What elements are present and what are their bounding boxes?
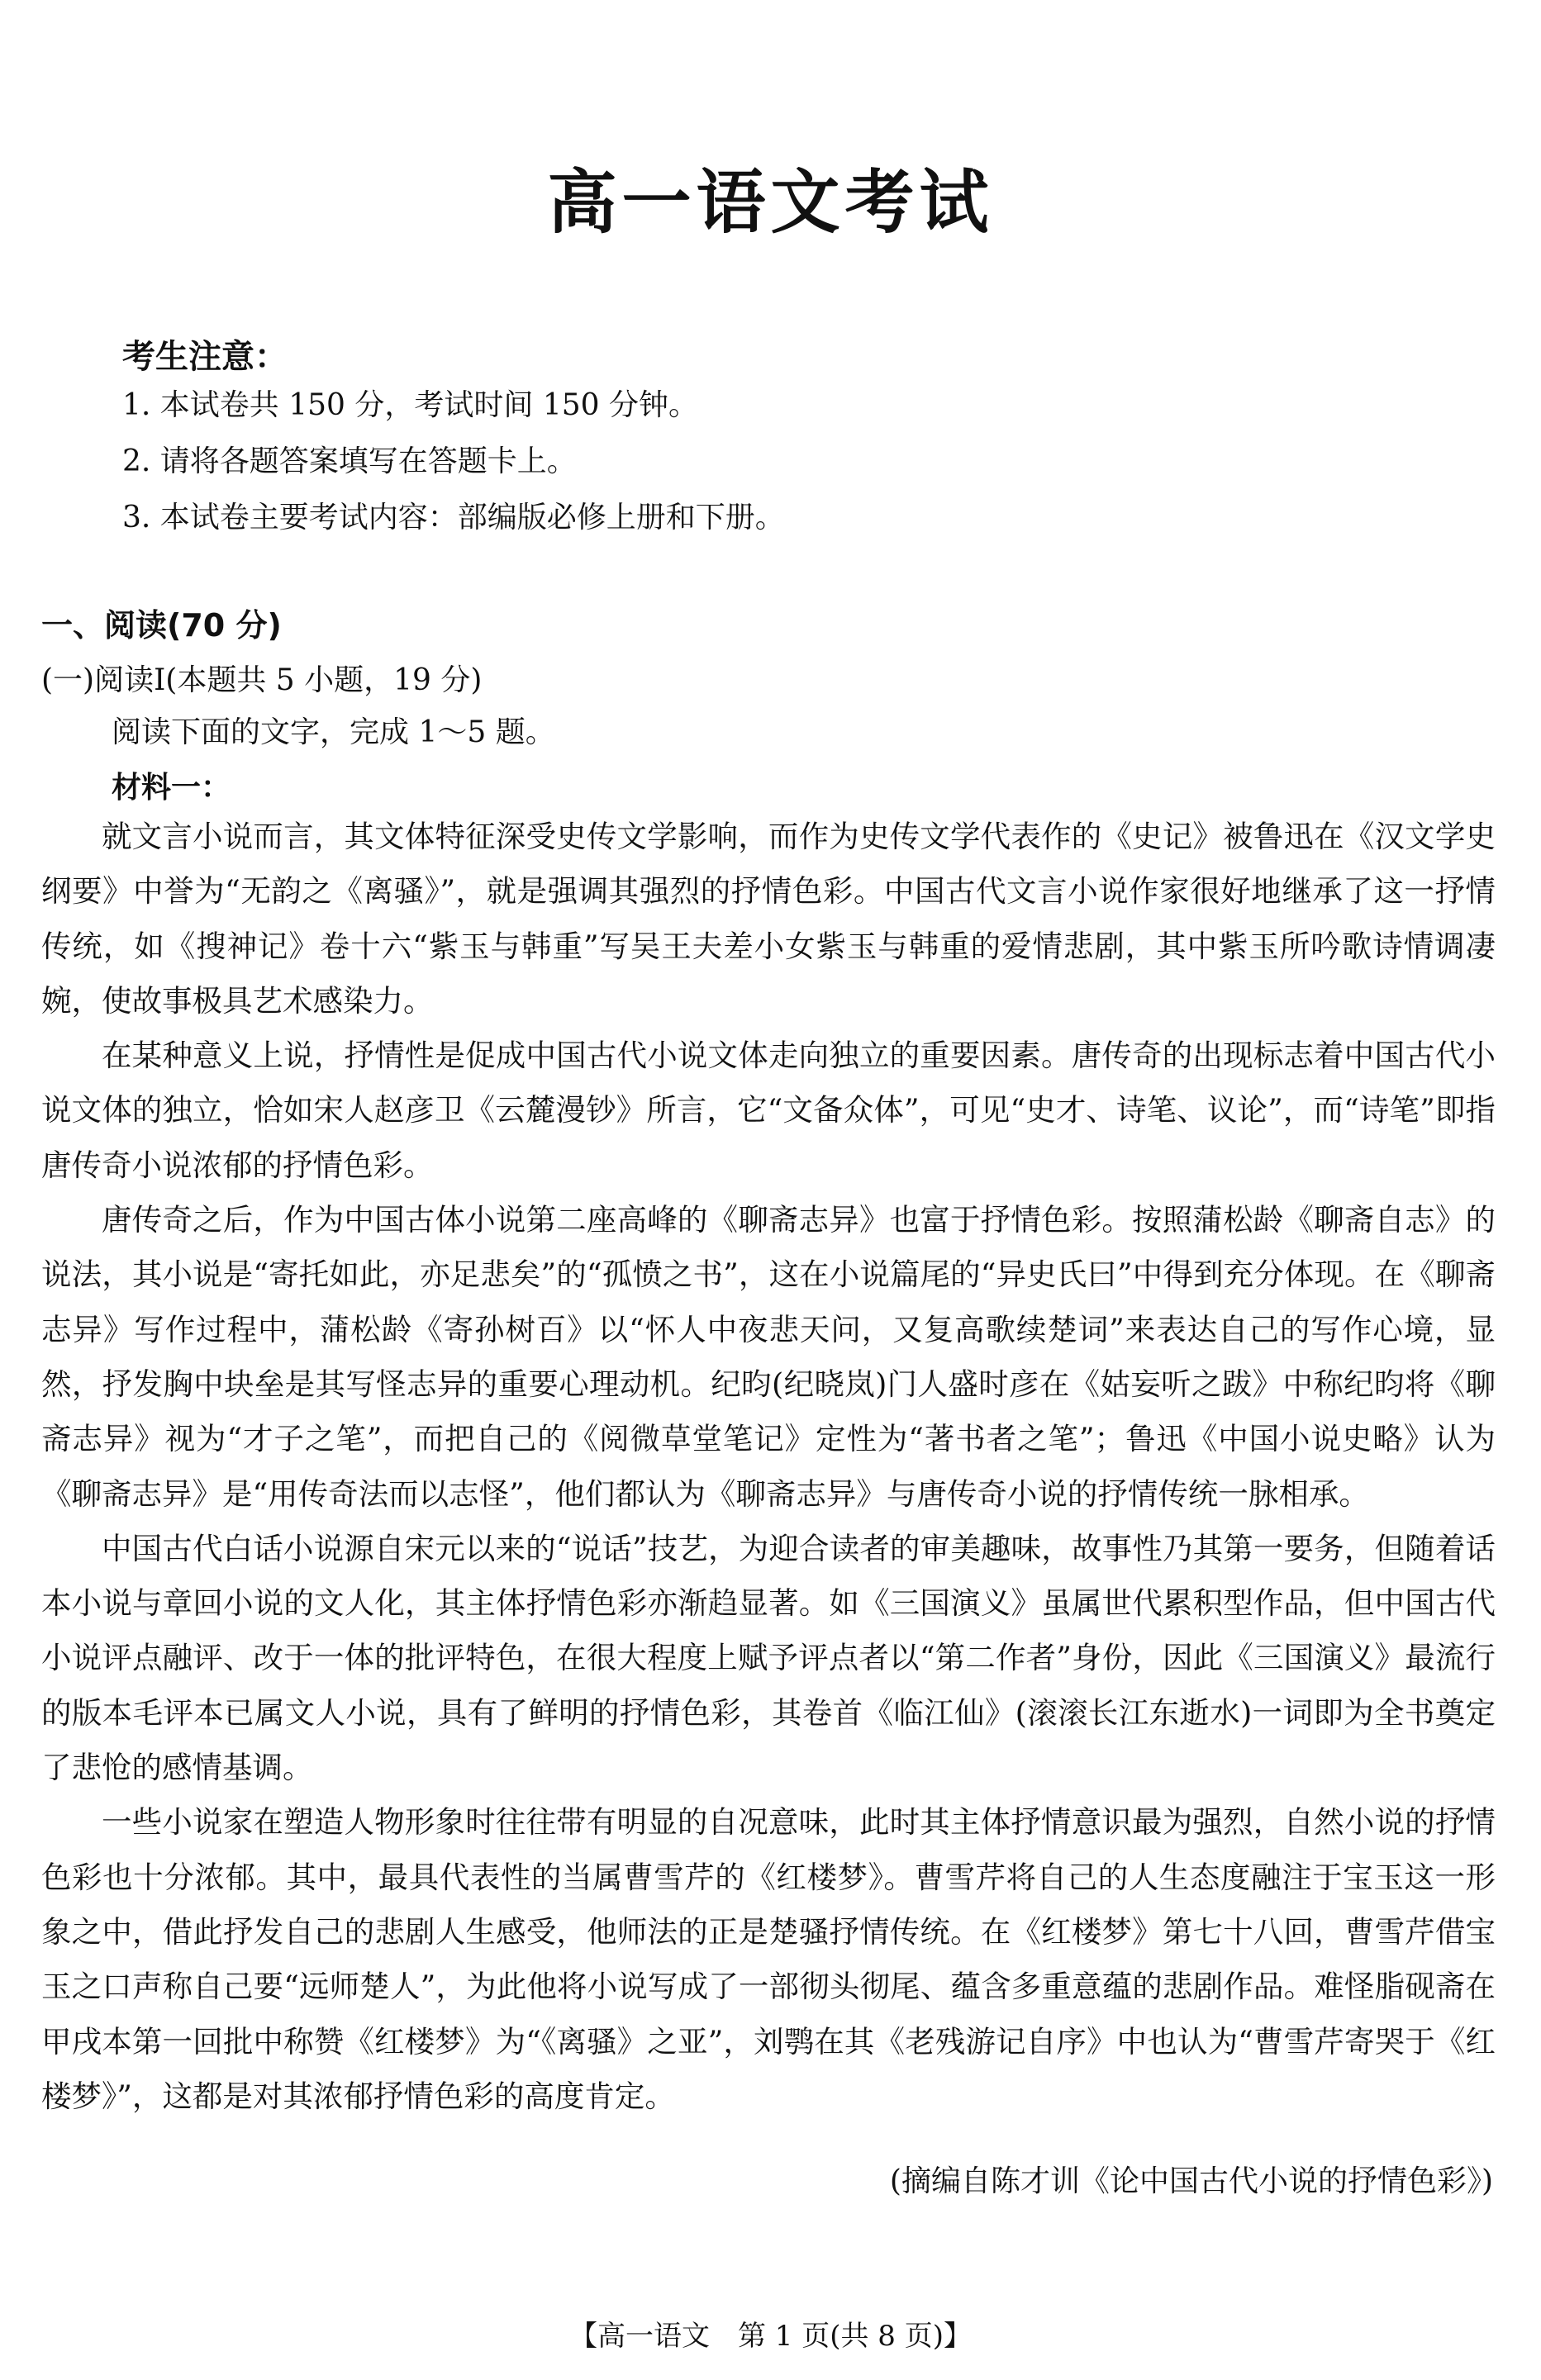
page-footer: 【高一语文 第 1 页(共 8 页)】 bbox=[568, 2320, 973, 2353]
material-label: 材料一： bbox=[112, 771, 231, 805]
material-paragraph-5: 一些小说家在塑造人物形象时往往带有明显的自况意味，此时其主体抒情意识最为强烈，自然小说的抒情色彩也十分浓郁。其中，最具代表性的当属曹雪芹的《红楼梦》。曹雪芹将自己的人生态度融注于宝玉这一形象之中，借此抒发自己的悲剧人生感受，他师法的正是楚骚抒情传统。在《红楼梦》第七十八回，曹雪芹借宝玉之口声称自己要“远师楚人”，为此他将小说写成了一部彻头彻尾、蕴含多重意蕴的悲剧作品。难怪脂砚斋在甲戌本第一回批中称赞《红楼梦》为“《离骚》之亚”，刘鹗在其《老残游记自序》中也认为“曹雪芹寄哭于《红楼梦》”，这都是对其浓郁抒情色彩的高度肯定。 bbox=[41, 1804, 1496, 2114]
notice-item-3: 3. 本试卷主要考试内容：部编版必修上册和下册。 bbox=[122, 501, 785, 534]
material-body bbox=[41, 810, 1496, 2124]
material-source: (摘编自陈才训《论中国古代小说的抒情色彩》) bbox=[889, 2164, 1493, 2198]
material-paragraph-3: 唐传奇之后，作为中国古体小说第二座高峰的《聊斋志异》也富于抒情色彩。按照蒲松龄《聊斋自志》的说法，其小说是“寄托如此，亦足悲矣”的“孤愤之书”，这在小说篇尾的“异史氏曰”中得到充分体现。在《聊斋志异》写作过程中，蒲松龄《寄孙树百》以“怀人中夜悲天问，又复高歌续楚词”来表达自己的写作心境，显然，抒发胸中块垒是其写怪志异的重要心理动机。纪昀(纪晓岚)门人盛时彦在《姑妄听之跋》中称纪昀将《聊斋志异》视为“才子之笔”，而把自己的《阅微草堂笔记》定性为“著书者之笔”；鲁迅《中国小说史略》认为《聊斋志异》是“用传奇法而以志怪”，他们都认为《聊斋志异》与唐传奇小说的抒情传统一脉相承。 bbox=[41, 1202, 1496, 1512]
exam-title: 高一语文考试 bbox=[547, 162, 994, 243]
notice-item-1: 1. 本试卷共 150 分，考试时间 150 分钟。 bbox=[122, 388, 698, 422]
reading-instruction: 阅读下面的文字，完成 1～5 题。 bbox=[112, 715, 555, 749]
material-paragraph-2: 在某种意义上说，抒情性是促成中国古代小说文体走向独立的重要因素。唐传奇的出现标志着中国古代小说文体的独立，恰如宋人赵彦卫《云麓漫钞》所言，它“文备众体”，可见“史才、诗笔、议论”，而“诗笔”即指唐传奇小说浓郁的抒情色彩。 bbox=[41, 1038, 1496, 1183]
section-subheading: (一)阅读Ⅰ(本题共 5 小题，19 分) bbox=[41, 663, 483, 697]
material-paragraph-1: 就文言小说而言，其文体特征深受史传文学影响，而作为史传文学代表作的《史记》被鲁迅在《汉文学史纲要》中誉为“无韵之《离骚》”，就是强调其强烈的抒情色彩。中国古代文言小说作家很好地继承了这一抒情传统，如《搜神记》卷十六“紫玉与韩重”写吴王夫差小女紫玉与韩重的爱情悲剧，其中紫玉所吟歌诗情调凄婉，使故事极具艺术感染力。 bbox=[41, 819, 1496, 1019]
material-paragraph-4: 中国古代白话小说源自宋元以来的“说话”技艺，为迎合读者的审美趣味，故事性乃其第一要务，但随着话本小说与章回小说的文人化，其主体抒情色彩亦渐趋显著。如《三国演义》虽属世代累积型作品，但中国古代小说评点融评、改于一体的批评特色，在很大程度上赋予评点者以“第二作者”身份，因此《三国演义》最流行的版本毛评本已属文人小说，具有了鲜明的抒情色彩，其卷首《临江仙》(滚滚长江东逝水)一词即为全书奠定了悲怆的感情基调。 bbox=[41, 1530, 1496, 1786]
section-heading: 一、阅读(70 分) bbox=[41, 607, 282, 644]
notice-heading: 考生注意： bbox=[122, 338, 288, 376]
notice-item-2: 2. 请将各题答案填写在答题卡上。 bbox=[122, 444, 577, 478]
